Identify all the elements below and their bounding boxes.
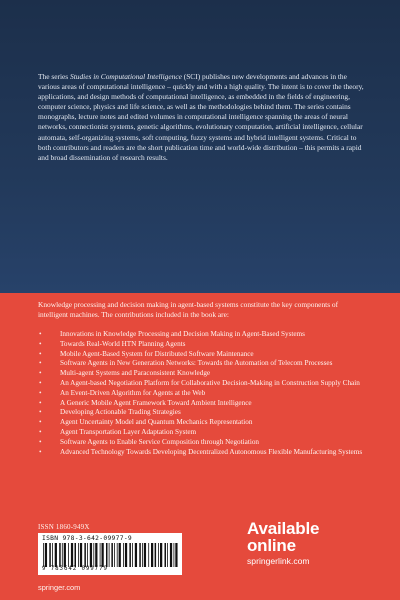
barcode-bar [167,543,168,567]
barcode-bar [90,543,92,567]
contribution-title: Agent Uncertainty Model and Quantum Mechanics Representation [60,418,253,427]
barcode-bar [59,543,61,567]
barcode-bar [142,543,143,567]
barcode-bar [125,543,127,567]
contribution-title: Software Agents in New Generation Networks: Towards the Automation of Telecom Processes [60,359,333,368]
bullet-mark: • [39,408,42,417]
barcode-bar [55,543,57,567]
contribution-title: Towards Real-World HTN Planning Agents [60,339,186,348]
barcode-bar [71,543,73,567]
bullet-mark: • [39,359,42,368]
barcode-bar [119,543,121,567]
contribution-title: Software Agents to Enable Service Composition through Negotiation [60,437,260,446]
bullet-mark: • [39,418,42,427]
barcode-bar [114,543,115,567]
barcode-bar [158,543,159,567]
barcode-bar [100,543,101,567]
barcode-bar [49,543,51,567]
barcode-bar [123,543,124,567]
contribution-item [38,359,368,368]
contribution-item [38,448,368,457]
barcode-bar [80,543,82,567]
contribution-title: A Generic Mobile Agent Framework Toward Ambient Intelligence [60,398,252,407]
bullet-mark: • [39,330,42,338]
series-title: Studies in Computational Intelligence [70,72,182,81]
contribution-item [38,369,368,378]
bullet-mark: • [39,427,42,436]
contribution-item [38,350,368,359]
issn-number: ISSN 1860-949X [38,523,90,531]
springerlink-url: springerlink.com [247,556,310,566]
contribution-title: Developing Actionable Trading Strategies [60,408,181,417]
available-headline-1: Available [247,519,320,538]
barcode-bar [139,543,141,567]
barcode-bar [87,543,88,567]
bullet-mark: • [39,369,42,378]
contribution-item [38,428,368,437]
barcode-bar [175,543,177,567]
barcode-bar [151,543,153,567]
barcode-bar [148,543,149,567]
barcode-bar [52,543,53,567]
available-online-badge [247,520,369,568]
contribution-item [38,438,368,447]
barcode-digits: 9 783642 099779 [42,566,108,572]
barcode-bar [109,543,110,567]
publisher-url: springer.com [38,583,81,592]
contribution-title: Multi-agent Systems and Paraconsistent Knowledge [60,369,211,378]
barcode-bar [102,543,104,567]
barcode-bar [78,543,79,567]
bullet-mark: • [39,388,42,397]
barcode-bar [45,543,47,567]
contribution-title: Innovations in Knowledge Processing and Decision Making in Agent-Based Systems [60,330,305,338]
contribution-item [38,399,368,408]
barcode-bar [174,543,175,567]
contribution-item [38,340,368,349]
barcode-bar [117,543,118,567]
barcode-bar [64,543,66,567]
barcode-bar [165,543,167,567]
contribution-item [38,330,368,339]
contribution-title: Advanced Technology Towards Developing Decentralized Autonomous Flexible Manufacturing Systems [60,447,363,456]
barcode-bar [43,543,44,567]
contribution-item [38,418,368,427]
barcode-bar [68,543,69,567]
barcode-bar [84,543,86,567]
barcode-bars [42,543,178,567]
isbn-number: ISBN 978-3-642-09977-9 [42,535,133,542]
barcode-bar [62,543,63,567]
barcode-bar [111,543,113,567]
barcode-bar [135,543,137,567]
bullet-mark: • [39,349,42,358]
bullet-mark: • [39,398,42,407]
barcode-bar [144,543,146,567]
barcode-bar [170,543,172,567]
contribution-item [38,379,368,388]
contribution-title: Agent Transportation Layer Adaptation System [60,427,197,436]
barcode [38,533,182,575]
series-body: (SCI) publishes new developments and advances in the various areas of computational intelligence – quickly and with a high quality. The intent is to cover the theory, applications, and design methods of computational intelligence, as embedded in the fields of engineering, computer science, physics and life science, as well as the methodologies behind them. The series contains monographs, lecture notes and edited volumes in computational intelligence spanning the areas of neural networks, connectionist systems, genetic algorithms, evolutionary computation, artificial intelligence, cellular automata, self-organizing systems, soft computing, fuzzy systems and hybrid intelligent systems. Critical to both contributors and readers are the short publication time and world-wide distribution – this permits a rapid and broad dissemination of research results. [38,72,364,162]
contribution-item [38,408,368,417]
barcode-bar [75,543,77,567]
bullet-mark: • [39,378,42,387]
bullet-mark: • [39,339,42,348]
available-headline-2: online [247,536,296,555]
series-lead: The series [38,72,71,81]
series-description [38,72,366,163]
contributions-list [38,330,368,457]
contribution-title: Mobile Agent-Based System for Distributed Software Maintenance [60,349,254,358]
bullet-mark: • [39,447,42,456]
contribution-title: An Agent-based Negotiation Platform for Collaborative Decision-Making in Construction Supply Chain [60,378,360,387]
barcode-bar [95,543,97,567]
contribution-title: An Event-Driven Algorithm for Agents at the Web [60,388,206,397]
barcode-bar [129,543,131,567]
barcode-bar [93,543,94,567]
barcode-bar [106,543,108,567]
bullet-mark: • [39,437,42,446]
barcode-bar [160,543,162,567]
contribution-item [38,389,368,398]
summary-intro: Knowledge processing and decision making in agent-based systems constitute the key components of intelligent machines. The contributions included in the book are: [38,300,339,320]
barcode-bar [132,543,133,567]
barcode-bar [155,543,157,567]
